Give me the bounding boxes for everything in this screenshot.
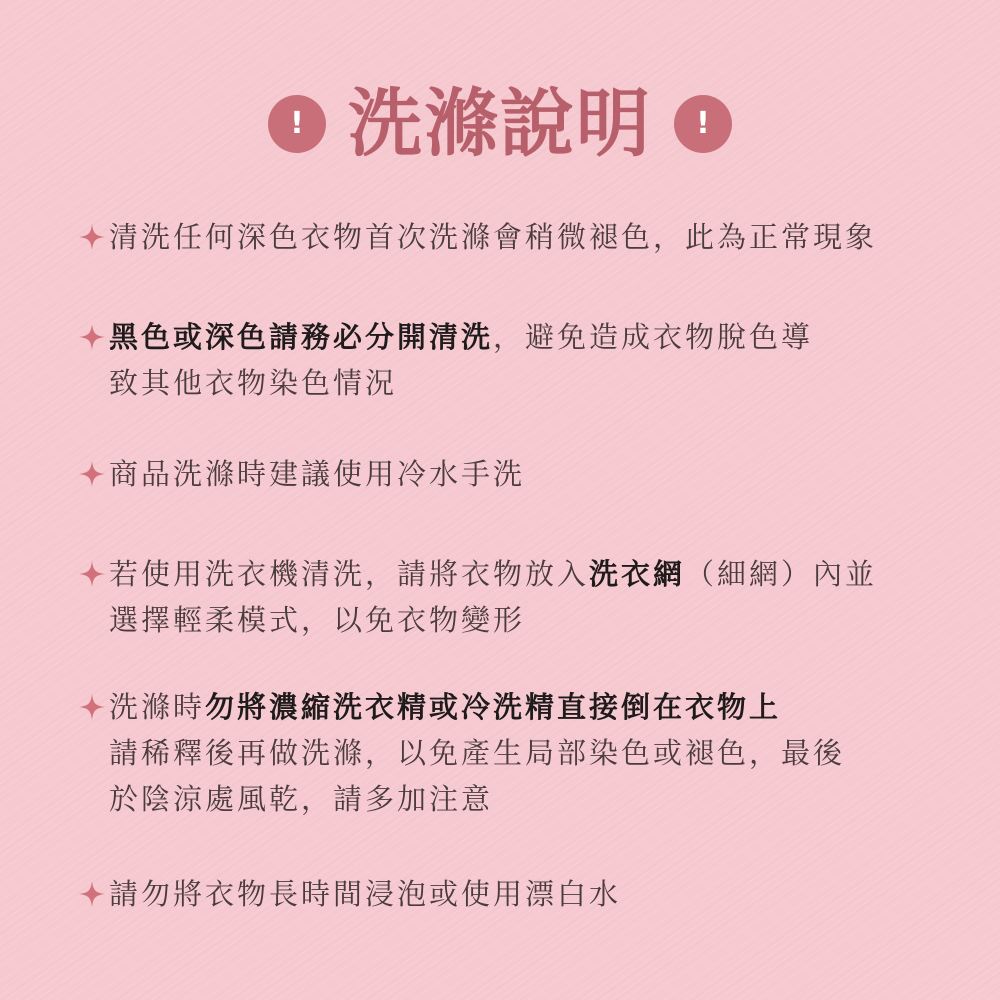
instruction-text: 清洗任何深色衣物首次洗滌會稍微褪色，此為正常現象 [109,220,878,254]
instruction-text: 若使用洗衣機清洗，請將衣物放入 [109,557,590,591]
instruction-text: 於陰涼處風乾，請多加注意 [109,782,494,816]
instruction-item [78,451,958,497]
instruction-item [78,551,958,643]
instruction-item [78,871,958,917]
instruction-line [78,871,958,917]
instruction-text: 洗滌時 [109,690,206,724]
instruction-item [78,314,958,406]
instruction-line [78,451,958,497]
exclamation-badge-right [674,95,732,153]
instruction-line [78,214,958,260]
instruction-text: 致其他衣物染色情況 [109,366,398,400]
instruction-text: 選擇輕柔模式，以免衣物變形 [109,603,526,637]
page-title: 洗滌說明 [348,81,652,167]
exclamation-icon: ! [290,106,304,141]
instruction-line [78,551,958,597]
exclamation-badge-left [268,95,326,153]
instruction-text: 請稀釋後再做洗滌，以免產生局部染色或褪色，最後 [109,736,846,770]
exclamation-icon: ! [696,106,710,141]
four-point-star-icon [78,560,106,588]
four-point-star-icon [78,460,106,488]
instruction-item [78,214,958,260]
instruction-text: （細網）內並 [685,557,878,591]
instruction-text: 請勿將衣物長時間浸泡或使用漂白水 [109,877,622,911]
emphasis-text: 勿將濃縮洗衣精或冷洗精直接倒在衣物上 [205,690,782,724]
instruction-line [78,776,958,822]
instruction-text: 商品洗滌時建議使用冷水手洗 [109,457,526,491]
instruction-line [78,730,958,776]
emphasis-text: 黑色或深色請務必分開清洗 [109,320,494,354]
instruction-line [78,597,958,643]
four-point-star-icon [78,223,106,251]
instruction-line [78,314,958,360]
instruction-line [78,684,958,730]
instruction-item [78,684,958,822]
four-point-star-icon [78,880,106,908]
instruction-text: ，避免造成衣物脫色導 [493,320,814,354]
four-point-star-icon [78,693,106,721]
emphasis-text: 洗衣網 [589,557,686,591]
instruction-line [78,360,958,406]
four-point-star-icon [78,323,106,351]
header [0,74,1000,174]
